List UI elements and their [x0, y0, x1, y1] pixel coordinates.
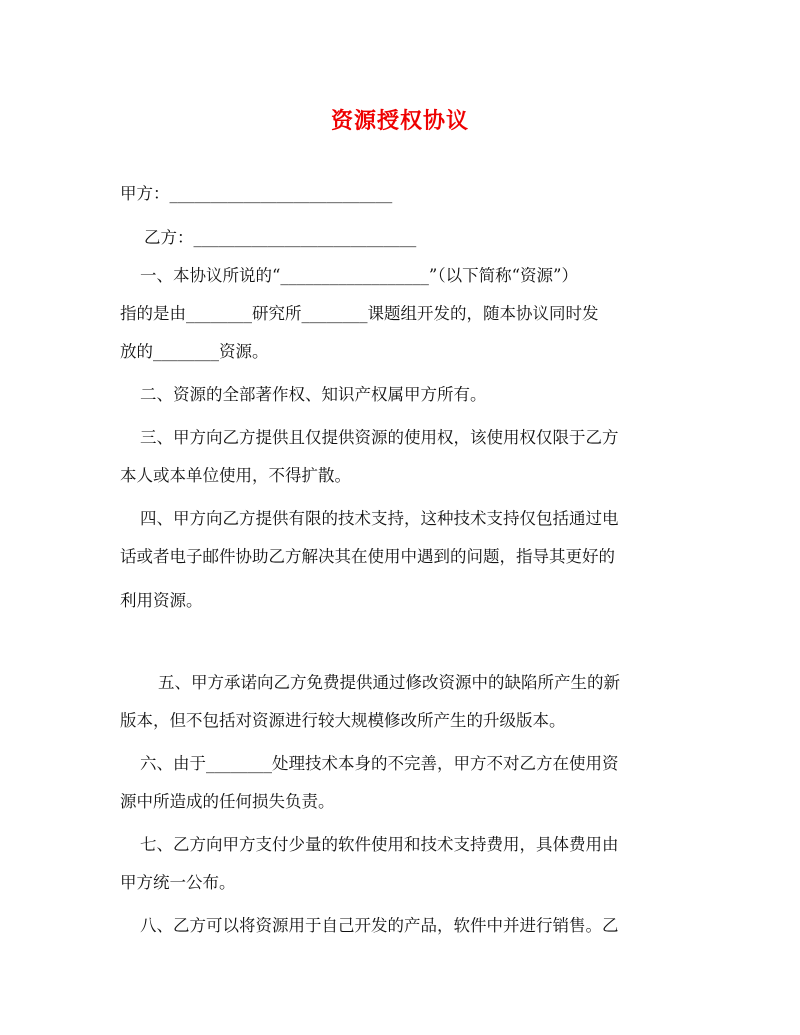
clause-5-line-1: 五、甲方承诺向乙方免费提供通过修改资源中的缺陷所产生的新	[158, 673, 620, 692]
clause-7-line-2: 甲方统一公布。	[120, 873, 236, 892]
clause-4-line-3: 利用资源。	[120, 591, 203, 610]
clause-4-line-1: 四、甲方向乙方提供有限的技术支持，这种技术支持仅包括通过电	[140, 509, 619, 528]
clause-8-line-1: 八、乙方可以将资源用于自己开发的产品，软件中并进行销售。乙	[140, 916, 619, 935]
clause-3-line-1: 三、甲方向乙方提供且仅提供资源的使用权，该使用权仅限于乙方	[140, 428, 619, 447]
clause-2-line-1: 二、资源的全部著作权、知识产权属甲方所有。	[140, 385, 487, 404]
party-b-line: 乙方：___________________________	[144, 228, 417, 247]
clause-3-line-2: 本人或本单位使用，不得扩散。	[120, 466, 351, 485]
clause-6-line-2: 源中所造成的任何损失负责。	[120, 792, 335, 811]
party-a-line: 甲方：___________________________	[120, 184, 393, 203]
clause-7-line-1: 七、乙方向甲方支付少量的软件使用和技术支持费用，具体费用由	[140, 835, 619, 854]
clause-6-line-1: 六、由于________处理技术本身的不完善，甲方不对乙方在使用资	[140, 754, 619, 773]
clause-1-line-1: 一、本协议所说的“__________________”（以下简称“资源”）	[140, 266, 578, 285]
document-title: 资源授权协议	[330, 108, 469, 134]
clause-1-line-3: 放的________资源。	[120, 342, 269, 361]
clause-4-line-2: 话或者电子邮件协助乙方解决其在使用中遇到的问题，指导其更好的	[120, 547, 615, 566]
clause-1-line-2: 指的是由________研究所________课题组开发的，随本协议同时发	[120, 304, 599, 323]
clause-5-line-2: 版本，但不包括对资源进行较大规模修改所产生的升级版本。	[120, 711, 566, 730]
